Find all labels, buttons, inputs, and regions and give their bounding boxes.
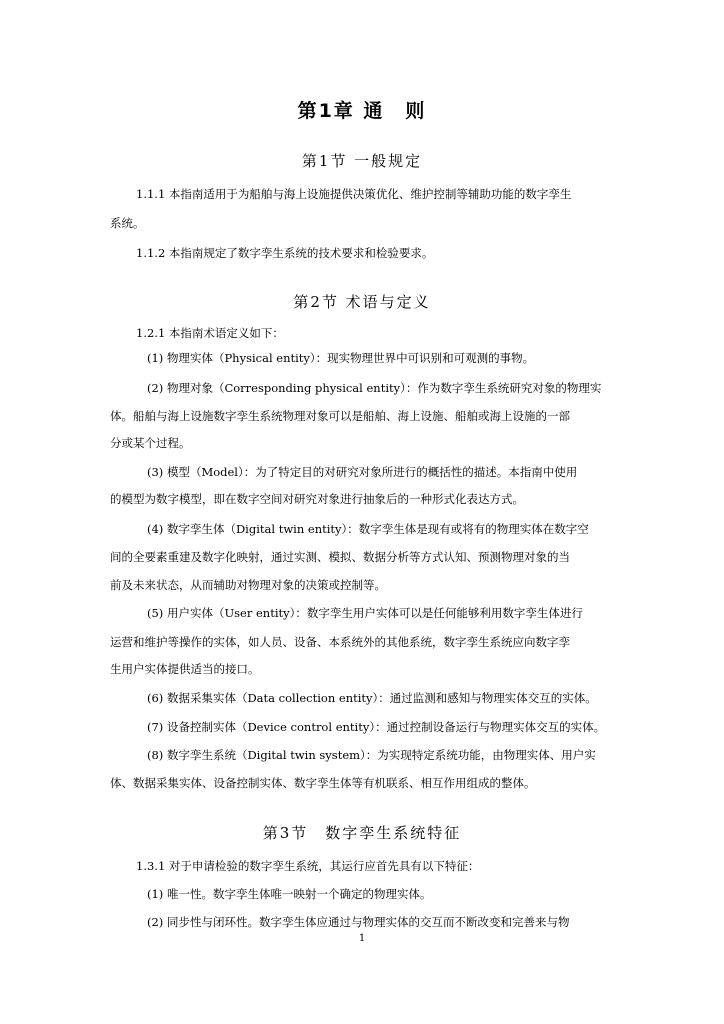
section-title: 第1节 一般规定	[301, 152, 423, 170]
paragraph-line: (8) 数字孪生系统（Digital twin system）：为实现特定系统功能，由物理实体、用户实	[147, 748, 596, 762]
paragraph-line: 1.2.1 本指南术语定义如下：	[136, 326, 284, 340]
chapter-title: 第1章 通 则	[297, 100, 427, 122]
paragraph-line: 1.1.1 本指南适用于为船舶与海上设施提供决策优化、维护控制等辅助功能的数字孪生	[136, 187, 572, 201]
paragraph-line: (4) 数字孪生体（Digital twin entity）：数字孪生体是现有或将有的物理实体在数字空	[147, 522, 589, 536]
paragraph-line: 运营和维护等操作的实体，如人员、设备、本系统外的其他系统，数字孪生系统应向数字孪	[110, 635, 570, 649]
section-title: 第2节 术语与定义	[293, 293, 431, 311]
paragraph-line: 分或某个过程。	[110, 436, 191, 450]
paragraph-line: 体、数据采集实体、设备控制实体、数字孪生体等有机联系、相互作用组成的整体。	[110, 776, 536, 790]
paragraph-line: (6) 数据采集实体（Data collection entity）：通过监测和感知与物理实体交互的实体。	[147, 691, 597, 705]
paragraph-line: (1) 物理实体（Physical entity）：现实物理世界中可识别和可观测的事物。	[147, 351, 535, 365]
paragraph-line: 间的全要素重建及数字化映射，通过实测、模拟、数据分析等方式认知、预测物理对象的当	[110, 550, 570, 564]
paragraph-line: 体。船舶与海上设施数字孪生系统物理对象可以是船舶、海上设施、船舶或海上设施的一部	[110, 409, 570, 423]
paragraph-line: (2) 同步性与闭环性。数字孪生体应通过与物理实体的交互而不断改变和完善来与物	[147, 915, 570, 929]
paragraph-line: (2) 物理对象（Corresponding physical entity）：作为数字孪生系统研究对象的物理实	[147, 381, 602, 395]
page-number: 1	[358, 933, 366, 944]
section-title: 第3节 数字孪生系统特征	[262, 824, 462, 842]
paragraph-line: 生用户实体提供适当的接口。	[110, 662, 260, 676]
paragraph-line: (1) 唯一性。数字孪生体唯一映射一个确定的物理实体。	[147, 887, 432, 901]
paragraph-line: (3) 模型（Model）：为了特定目的对研究对象所进行的概括性的描述。本指南中使用	[147, 465, 578, 479]
paragraph-line: 前及未来状态，从而辅助对物理对象的决策或控制等。	[110, 578, 386, 592]
paragraph-line: (5) 用户实体（User entity）：数字孪生用户实体可以是任何能够利用数字孪生体进行	[147, 606, 583, 620]
paragraph-line: 的模型为数字模型，即在数字空间对研究对象进行抽象后的一种形式化表达方式。	[110, 492, 524, 506]
paragraph-line: 系统。	[110, 216, 145, 230]
paragraph-line: 1.1.2 本指南规定了数字孪生系统的技术要求和检验要求。	[136, 246, 434, 260]
paragraph-line: 1.3.1 对于申请检验的数字孪生系统，其运行应首先具有以下特征：	[136, 859, 480, 873]
paragraph-line: (7) 设备控制实体（Device control entity）：通过控制设备运行与物理实体交互的实体。	[147, 720, 606, 734]
